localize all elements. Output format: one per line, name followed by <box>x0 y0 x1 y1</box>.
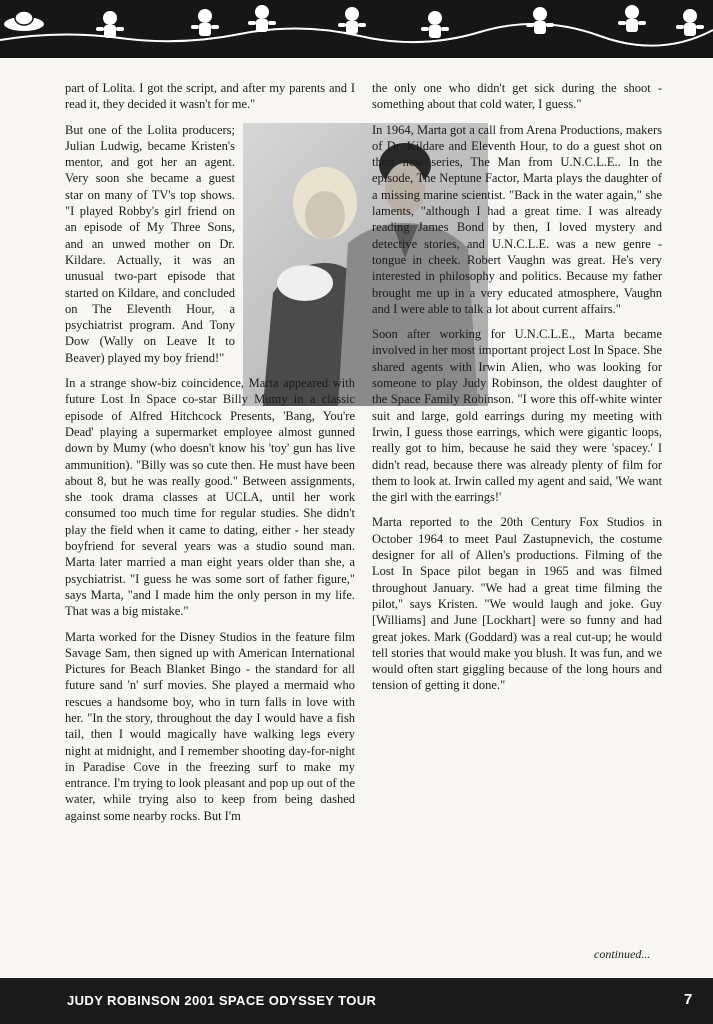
paragraph: part of Lolita. I got the script, and after my parents and I read it, they decided it wasn't for me." <box>65 81 355 112</box>
paragraph: Marta reported to the 20th Century Fox Studios in October 1964 to meet Paul Zastupnevich, the costume designer for all of Allen's productions. Filming of the Lost In Space pilot began in 1965 and was filmed throughout January. "We had a great time filming the pilot," says Kristen. "We would laugh and joke. Guy [Williams] and June [Lockhart] were so funny and had great jokes. Mark (Goddard) was a real cut-up; he would tell stories that would make you blush. It was fun, and we would often start giggling because of the long hours and tension of getting it done." <box>372 515 662 693</box>
astronaut-border <box>0 0 713 58</box>
continued-note: continued... <box>594 947 651 961</box>
paragraph: In 1964, Marta got a call from Arena Productions, makers of Dr. Kildare and Eleventh Hour, to do a guest shot on their new series, The Man from U.N.C.L.E.. In the episode, The Neptune Factor, Marta plays the daughter of a missing marine scientist. "Back in the water again," she laments, "although I had a great time. I was already reading James Bond by then, I loved mystery and detective stories, and U.N.C.L.E. was a new genre - tongue in cheek. Robert Vaughn was great. He's very interested in philosophy and politics. Because my father brought me up in a very educated atmosphere, Vaughn and I were able to talk a lot about current affairs." <box>372 122 662 316</box>
page-number: 7 <box>684 991 693 1008</box>
article-column-right <box>372 80 662 703</box>
astronaut-icon <box>191 9 219 36</box>
astronaut-icon <box>338 7 366 34</box>
astronaut-icon <box>96 11 124 38</box>
header-band <box>0 0 713 58</box>
paragraph: the only one who didn't get sick during the shoot - something about that cold water, I guess." <box>372 81 662 112</box>
astronaut-icon <box>676 9 704 36</box>
paragraph: Soon after working for U.N.C.L.E., Marta became involved in her most important project Lost In Space. She shared agents with Irwin Alien, who was looking for someone to play Judy Robinson, the oldest daughter of the Space Family Robinson. "I wore this off-white winter suit and large, gold earrings during my meeting with Irwin, I guess those earrings, which were gigantic loops, really got to him, because he said they were 'spacey.' I didn't read, because there was already plenty of film for them to look at. Irwin called my agent and said, 'We want the girl with the earrings!' <box>372 327 662 505</box>
astronaut-icon <box>618 5 646 32</box>
astronaut-icon <box>421 11 449 38</box>
flying-saucer-icon <box>4 11 44 31</box>
paragraph: But one of the Lolita producers; Julian Ludwig, became Kristen's mentor, and got her an agent. Very soon she became a guest star on many of TV's top shows. "I played Robby's girl friend on an episode of My Three Sons, and an unwed mother on Dr. Kildare. Actually, it was an unusual two-part episode that started on Kildare, and concluded on The Eleventh Hour, a psychiatrist program. And Tony Dow (Wally on Leave It to Beaver) played my boy friend!" <box>65 122 235 365</box>
paragraph: Marta worked for the Disney Studios in the feature film Savage Sam, then signed up with American International Pictures for Beach Blanket Bingo - the standard for all future sand 'n' surf movies. She played a mermaid who rescues a handsome boy, who in turn falls in love with her. "In the story, throughout the day I would have a fish tail, then I would magically have walking legs every night at midnight, and I remember shooting day-for-night in Paradise Cove in the freezing surf to make my entrance. I'm trying to look pleasant and pop up out of the water, while trying also to keep from being dashed against some nearby rocks. But I'm <box>65 629 355 823</box>
article-column-left <box>65 80 355 833</box>
astronaut-icon <box>248 5 276 32</box>
footer-title: JUDY ROBINSON 2001 SPACE ODYSSEY TOUR <box>67 993 377 1008</box>
astronaut-icon <box>526 7 554 34</box>
paragraph: In a strange show-biz coincidence, Marta appeared with future Lost In Space co-star Billy Mumy in a classic episode of Alfred Hitchcock Presents, 'Bang, You're Dead' playing a supermarket employee almost gunned down by Mumy (who doesn't know his 'toy' gun has live ammunition). "Billy was so cute then. He must have been about 8, but he was really good." Between assignments, she took drama classes at UCLA, until her work consumed too much time for regular studies. She didn't play the field when it came to dating, either - her steady boyfriend for several years was a studio sound man. Marta later married a man eight years older than she, a psychiatrist. "I guess he was some sort of father figure," says Marta, "and I made him the only person in my life. That was a big mistake." <box>65 376 355 619</box>
